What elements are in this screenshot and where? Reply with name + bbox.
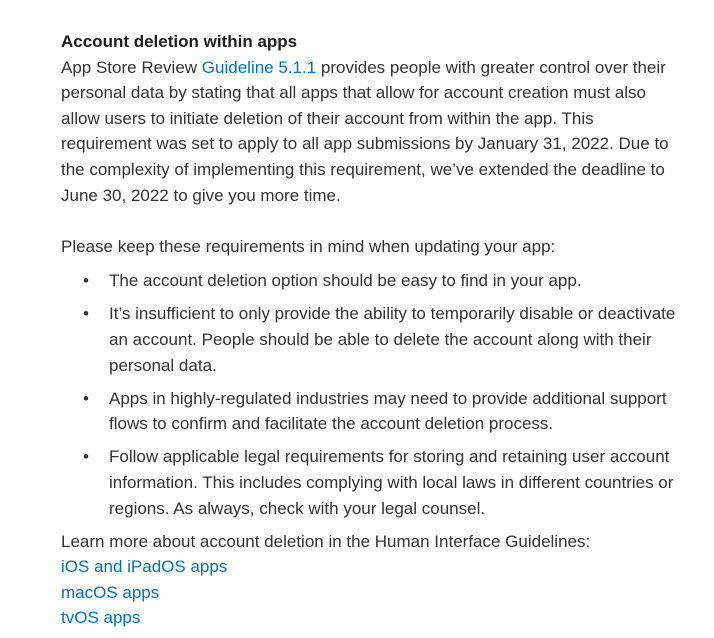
list-item-text: It’s insufficient to only provide the ability to temporarily disable or deactivate an account. People should be able to delete the account along with their personal data. <box>109 304 676 375</box>
learn-more-text: Learn more about account deletion in the Human Interface Guidelines: <box>61 531 591 551</box>
tvos-apps-link[interactable]: tvOS apps <box>61 608 141 628</box>
list-item <box>61 386 681 437</box>
intro-text-before-link: App Store Review <box>61 57 202 77</box>
paragraph-spacer <box>61 208 681 234</box>
intro-text-after-link: provides people with greater control over their personal data by stating that all apps that allow for account creation must also allow users to initiate deletion of their account from within the app. This requirement was set to apply to all app submissions by January 31, 2022. Due to the complexity of implementing this requirement, we’ve extended the deadline to June 30, 2022 to give you more time. <box>61 57 669 205</box>
bullet-icon: • <box>83 304 89 324</box>
requirements-intro: Please keep these requirements in mind when updating your app: <box>61 236 556 256</box>
list-item <box>61 444 681 521</box>
bullet-icon: • <box>83 388 89 408</box>
article-section <box>61 29 681 631</box>
guideline-link[interactable]: Guideline 5.1.1 <box>201 57 317 77</box>
bullet-icon: • <box>83 271 89 291</box>
list-item-text: Follow applicable legal requirements for storing and retaining user account information. This includes complying with local laws in different countries or regions. As always, check with your legal counsel. <box>109 447 674 518</box>
section-heading: Account deletion within apps <box>61 32 298 51</box>
requirements-list <box>61 268 681 521</box>
list-item-text: Apps in highly-regulated industries may need to provide additional support flows to confirm and facilitate the account deletion process. <box>109 388 667 434</box>
bullet-icon: • <box>83 447 89 467</box>
ios-ipados-apps-link[interactable]: iOS and iPadOS apps <box>61 557 228 577</box>
macos-apps-link[interactable]: macOS apps <box>61 582 160 602</box>
list-item-text: The account deletion option should be easy to find in your app. <box>109 271 582 291</box>
intro-paragraph <box>61 55 681 209</box>
list-item <box>61 301 681 378</box>
list-item <box>61 268 681 294</box>
